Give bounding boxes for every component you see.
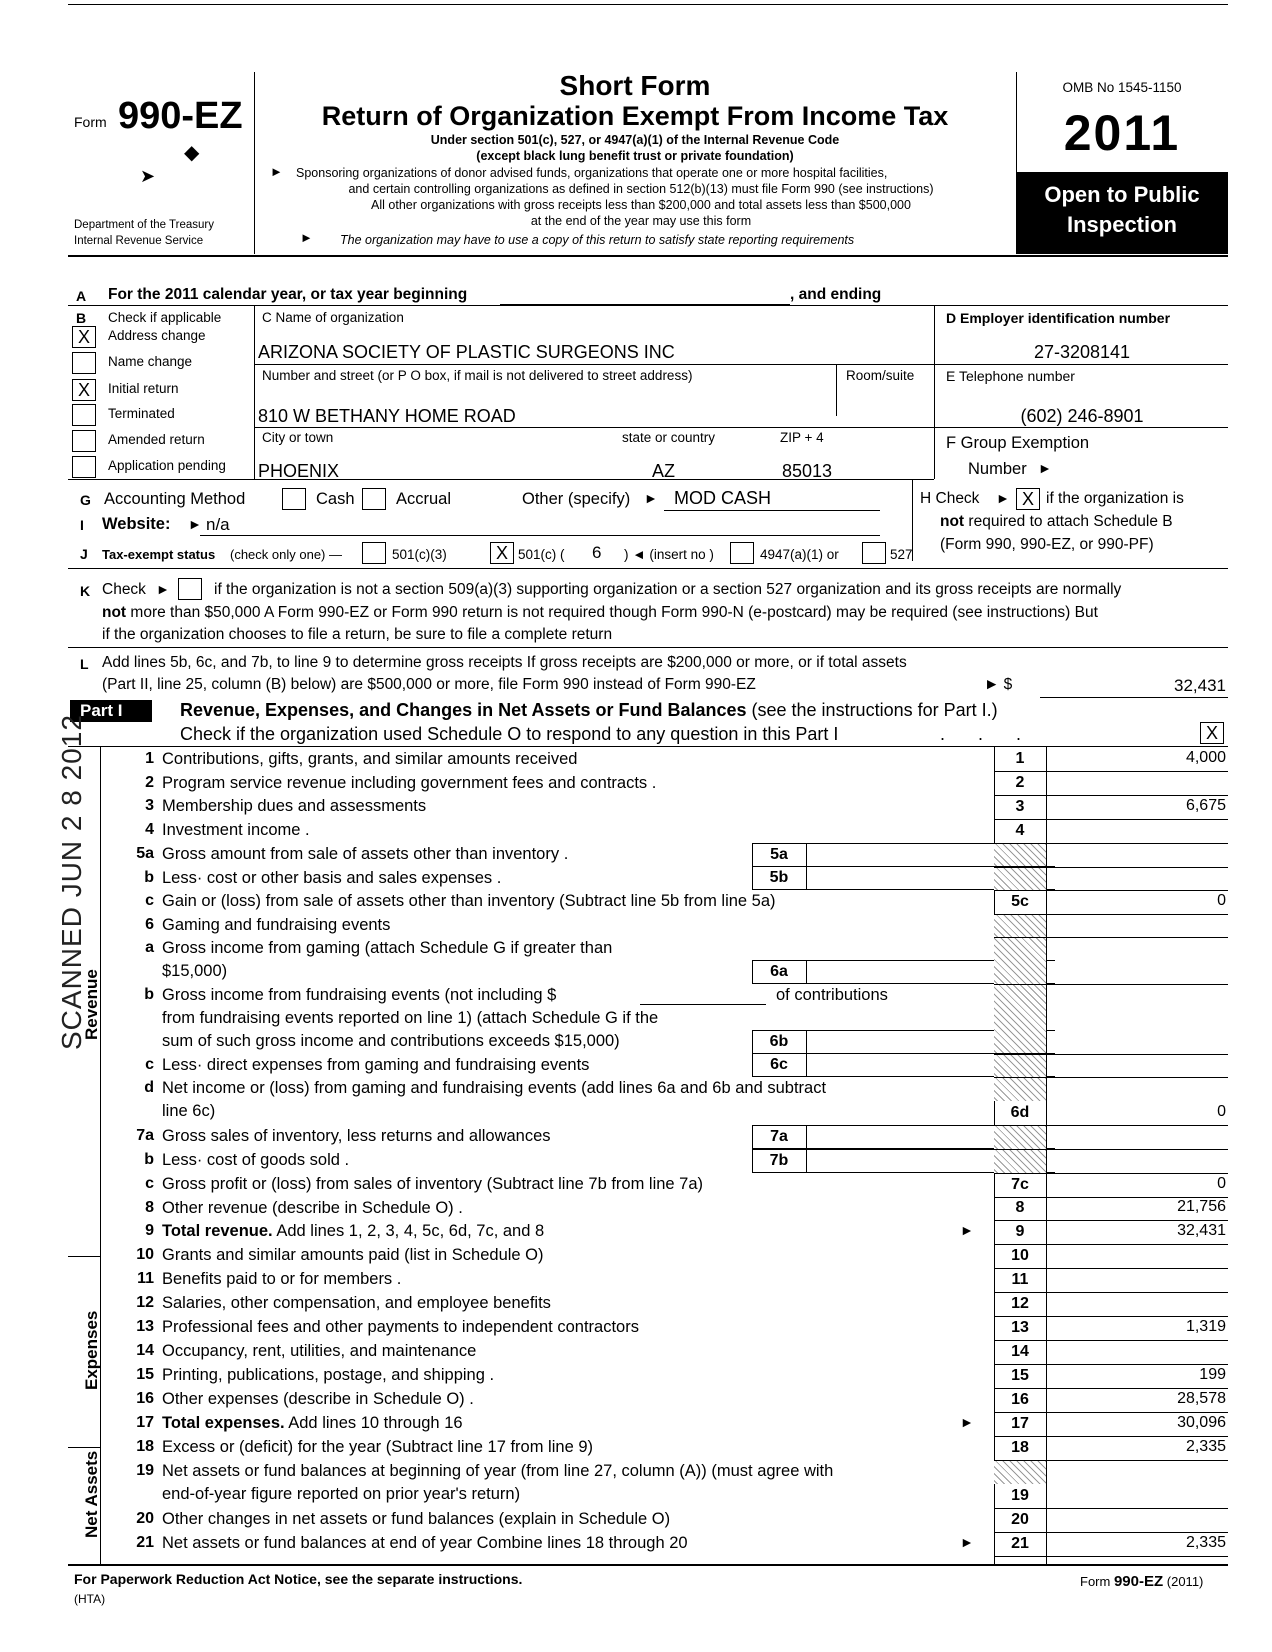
rule <box>994 1220 1228 1221</box>
check-applicable-label: Name change <box>108 354 193 369</box>
org-name-field[interactable]: ARIZONA SOCIETY OF PLASTIC SURGEONS INC <box>258 342 675 362</box>
line-amount-field[interactable]: 2,335 <box>1185 1534 1226 1551</box>
rule <box>68 746 1228 747</box>
line-number: c <box>145 1175 154 1192</box>
line-label-cont: end-of-year figure reported on prior year's return) <box>162 1485 521 1503</box>
footer-year: (2011) <box>1163 1574 1204 1589</box>
accrual-label: Accrual <box>396 490 452 508</box>
shaded-cell <box>994 1055 1046 1077</box>
arrow-icon: ► <box>188 516 202 532</box>
part-i-schedule-o-checkbox[interactable]: X <box>1200 722 1224 744</box>
line-box-number: 2 <box>1015 774 1025 791</box>
schedule-b-checkbox[interactable]: X <box>1016 488 1040 510</box>
zip-label: ZIP + 4 <box>780 430 824 445</box>
line-label: Gross sales of inventory, less returns and allowances <box>162 1127 551 1145</box>
rule <box>934 427 1228 428</box>
line-amount-field[interactable]: 30,096 <box>1177 1414 1226 1431</box>
rule <box>994 1340 1228 1341</box>
line-h-text2: required to attach Schedule B <box>964 513 1173 530</box>
arrow-icon: ► <box>1038 460 1052 476</box>
line-g-letter: G <box>80 492 91 508</box>
check-applicable-label: Application pending <box>108 458 226 473</box>
open-line1: Open to Public <box>1044 182 1200 207</box>
line-label-cont: $15,000) <box>162 962 228 980</box>
divider <box>254 305 255 479</box>
line-number: 4 <box>145 821 154 838</box>
shaded-cell <box>994 938 1046 984</box>
rule <box>68 305 1228 306</box>
rule <box>994 1244 1228 1245</box>
line-box-number: 14 <box>1011 1343 1029 1360</box>
line-k-not: not <box>102 604 127 621</box>
rule <box>994 1412 1228 1413</box>
ein-field[interactable]: 27-3208141 <box>1033 342 1131 362</box>
status-4947-label: 4947(a)(1) or <box>760 547 839 562</box>
rule <box>994 1268 1228 1269</box>
city-field[interactable]: PHOENIX <box>258 461 340 481</box>
line-box-number: 7c <box>1011 1176 1029 1193</box>
line-label: Less· direct expenses from gaming and fundraising events <box>162 1056 590 1074</box>
line-number: 12 <box>136 1294 154 1311</box>
website-label: Website: <box>102 515 171 533</box>
line-number: 9 <box>145 1222 154 1239</box>
line-amount-field[interactable]: 1,319 <box>1185 1318 1226 1335</box>
line-box-number: 21 <box>1011 1535 1029 1552</box>
state-label: state or country <box>622 430 716 445</box>
title-return: Return of Organization Exempt From Income Tax <box>321 101 949 131</box>
line-number: 7a <box>136 1127 154 1144</box>
shaded-cell <box>994 1078 1046 1101</box>
line-label: Net assets or fund balances at beginning of year (from line 27, column (A)) (must agree with <box>162 1462 834 1480</box>
line-label: Excess or (deficit) for the year (Subtract line 17 from line 9) <box>162 1438 593 1456</box>
line-label: Gross amount from sale of assets other than inventory . <box>162 845 569 863</box>
subtitle-1: Under section 501(c), 527, or 4947(a)(1) of the Internal Revenue Code <box>430 133 840 147</box>
line-box-number: 15 <box>1011 1367 1029 1384</box>
status-501c3-label: 501(c)(3) <box>392 547 447 562</box>
status-insert-no: ) ◄ (insert no ) <box>624 547 714 562</box>
open-line2: Inspection <box>1066 212 1177 237</box>
line-amount-field[interactable]: 199 <box>1199 1366 1226 1383</box>
line-box-number: 19 <box>1011 1487 1029 1504</box>
check-applicable-checkbox[interactable]: X <box>72 379 96 401</box>
line-amount-field[interactable]: 2,335 <box>1185 1438 1226 1455</box>
line-number: 10 <box>136 1246 154 1263</box>
status-501c-number-field[interactable]: 6 <box>592 543 602 562</box>
divider <box>836 364 837 416</box>
side-label-net-assets: Net Assets <box>82 1450 101 1538</box>
line-box-number: 8 <box>1015 1199 1025 1216</box>
line-k-text3: if the organization chooses to file a return, be sure to file a complete return <box>102 626 613 643</box>
check-applicable-checkbox[interactable]: X <box>72 326 96 348</box>
line-label: Gain or (loss) from sale of assets other than inventory (Subtract line 5b from line 5a) <box>162 892 776 910</box>
line-label <box>162 1222 544 1241</box>
street-field[interactable]: 810 W BETHANY HOME ROAD <box>258 406 516 426</box>
rule <box>68 479 934 480</box>
line-amount-field[interactable]: 32,431 <box>1177 1222 1226 1239</box>
line-label: Benefits paid to or for members . <box>162 1270 402 1288</box>
line-k-text2: more than $50,000 A Form 990-EZ or Form 990 return is not required though Form 990-N (e-postcard) may be required (see instructions) But <box>126 604 1098 621</box>
subline-number: 7b <box>769 1152 789 1169</box>
divider <box>806 1030 807 1054</box>
part-i-schedule-o-text: Check if the organization used Schedule O to respond to any question in this Part I <box>180 724 839 744</box>
rule <box>994 1292 1228 1293</box>
fundraising-contributions-field[interactable] <box>640 1004 766 1005</box>
rule <box>68 1447 100 1448</box>
line-label-tail: of contributions <box>776 986 888 1004</box>
line-number: b <box>144 869 154 886</box>
side-label-revenue: Revenue <box>82 969 101 1040</box>
line-label: Contributions, gifts, grants, and similar amounts received <box>162 750 578 768</box>
rule <box>994 819 1228 820</box>
line-label-text: Add lines 10 through 16 <box>284 1414 463 1432</box>
line-a-ending: , and ending <box>790 286 882 303</box>
subline-number: 6b <box>769 1033 789 1050</box>
line-box-number: 6d <box>1010 1104 1030 1121</box>
arrow-icon: ► <box>996 490 1010 506</box>
line-k-check: Check <box>102 581 146 598</box>
line-amount-field[interactable]: 21,756 <box>1177 1198 1226 1215</box>
line-amount-field[interactable]: 6,675 <box>1185 797 1226 814</box>
line-l-letter: L <box>80 656 89 672</box>
ein-label: D Employer identification number <box>946 310 1171 326</box>
line-number: b <box>144 986 154 1003</box>
line-label: Gross income from gaming (attach Schedule G if greater than <box>162 939 613 957</box>
accrual-checkbox[interactable] <box>362 488 386 510</box>
line-label: Investment income . <box>162 821 310 839</box>
line-label: Grants and similar amounts paid (list in Schedule O) <box>162 1246 544 1264</box>
line-box-number: 3 <box>1015 798 1025 815</box>
line-number: 14 <box>136 1342 154 1359</box>
line-i-letter: I <box>80 517 84 533</box>
line-label: Professional fees and other payments to independent contractors <box>162 1318 639 1336</box>
line-label-cont: sum of such gross income and contributions exceeds $15,000) <box>162 1032 620 1050</box>
footer-hta: (HTA) <box>74 1592 106 1606</box>
section-b-letter: B <box>76 310 87 326</box>
line-a-text: For the 2011 calendar year, or tax year beginning <box>108 286 468 303</box>
status-527-checkbox[interactable] <box>862 542 886 564</box>
shaded-cell <box>994 868 1046 890</box>
line-number: 2 <box>145 774 154 791</box>
line-label: Other changes in net assets or fund balances (explain in Schedule O) <box>162 1510 671 1528</box>
shaded-cell <box>994 915 1046 937</box>
city-label: City or town <box>262 430 334 445</box>
line-j-letter: J <box>80 546 88 562</box>
line-box-number: 9 <box>1015 1223 1025 1240</box>
line-label: Gaming and fundraising events <box>162 916 391 934</box>
footer-form-number: 990-EZ <box>1113 1573 1164 1590</box>
group-exemption-label: F Group Exemption <box>946 434 1090 452</box>
line-a-letter: A <box>76 288 87 304</box>
dept-line1: Department of the Treasury <box>74 219 214 231</box>
check-applicable-label: Amended return <box>108 432 205 447</box>
omb-number: OMB No 1545-1150 <box>1062 80 1182 95</box>
line-label: Program service revenue including government fees and contracts . <box>162 774 657 792</box>
line-number: 1 <box>145 750 154 767</box>
rule <box>994 795 1228 796</box>
underline <box>200 535 880 536</box>
line-label: Less· cost or other basis and sales expenses . <box>162 869 502 887</box>
rule <box>68 568 1228 569</box>
status-527-label: 527 <box>890 547 913 562</box>
line-label: Occupancy, rent, utilities, and maintenance <box>162 1342 477 1360</box>
title-short-form: Short Form <box>559 70 711 101</box>
shaded-cell <box>994 1461 1046 1484</box>
line-label: Gross income from fundraising events (not including $ <box>162 986 557 1004</box>
line-label: Salaries, other compensation, and employee benefits <box>162 1294 551 1312</box>
line-box-number: 20 <box>1011 1511 1029 1528</box>
line-box-number: 4 <box>1015 822 1025 839</box>
line-amount-field[interactable]: 28,578 <box>1177 1390 1226 1407</box>
arrow-icon: ► <box>156 581 170 597</box>
arrow-mark-icon: ➤ <box>140 166 156 186</box>
group-exemption-label2: Number <box>968 460 1027 478</box>
note-1b: and certain controlling organizations as defined in section 512(b)(13) must file Form 990 (see instructions) <box>348 182 934 196</box>
line-label-text: Add lines 1, 2, 3, 4, 5c, 6d, 7c, and 8 <box>272 1222 545 1240</box>
rule <box>994 1364 1228 1365</box>
check-applicable-checkbox[interactable] <box>72 352 96 374</box>
status-501c-checkbox[interactable]: X <box>490 542 514 564</box>
rule <box>994 771 1228 772</box>
subtitle-2: (except black lung benefit trust or private foundation) <box>476 149 794 163</box>
arrow-icon: ► <box>300 230 313 245</box>
line-number: 11 <box>137 1270 154 1287</box>
line-box-number: 13 <box>1011 1319 1029 1336</box>
part-i-title-tail: (see the instructions for Part I.) <box>746 700 998 720</box>
open-to-public-banner <box>1016 172 1228 254</box>
shaded-cell <box>994 844 1046 867</box>
line-box-number: 5c <box>1011 893 1029 910</box>
rule <box>994 890 1228 891</box>
check-applicable-checkbox[interactable] <box>72 456 96 478</box>
status-501c3-checkbox[interactable] <box>362 542 386 564</box>
check-applicable-label: Address change <box>108 328 206 343</box>
subline-number: 5b <box>769 869 789 886</box>
other-specify-label: Other (specify) <box>522 490 631 508</box>
line-label: Net assets or fund balances at end of year Combine lines 18 through 20 <box>162 1534 688 1552</box>
org-name-label: C Name of organization <box>262 310 404 325</box>
line-label: Other expenses (describe in Schedule O) . <box>162 1390 474 1408</box>
line-l-text1: Add lines 5b, 6c, and 7b, to line 9 to determine gross receipts If gross receipts are $200,000 or more, or if total assets <box>102 654 907 671</box>
line-number: 21 <box>136 1534 154 1551</box>
line-h-text3: (Form 990, 990-EZ, or 990-PF) <box>940 536 1154 553</box>
divider <box>806 866 807 890</box>
divider <box>806 960 807 984</box>
rule <box>994 1532 1228 1533</box>
arrow-icon: ► <box>960 1414 974 1430</box>
line-box-number: 18 <box>1011 1439 1029 1456</box>
top-rule <box>68 4 1228 5</box>
arrow-icon: ► <box>644 490 658 506</box>
line-k-letter: K <box>80 583 91 599</box>
header-bottom-rule <box>68 255 1228 257</box>
line-number: b <box>144 1151 154 1168</box>
line-box-number: 17 <box>1011 1415 1029 1432</box>
line-number: 17 <box>136 1414 154 1431</box>
line-amount-field[interactable]: 0 <box>1217 892 1226 909</box>
line-box-number: 16 <box>1011 1391 1029 1408</box>
line-number: 3 <box>145 797 154 814</box>
phone-field[interactable]: (602) 246-8901 <box>1020 406 1144 426</box>
rule <box>934 364 1228 365</box>
line-number: 8 <box>145 1199 154 1216</box>
note-2: The organization may have to use a copy of this return to satisfy state reporting requirements <box>340 233 855 247</box>
rule <box>994 1173 1228 1174</box>
line-number: a <box>145 939 154 956</box>
line-box-number: 11 <box>1011 1271 1029 1288</box>
rule <box>68 1256 100 1257</box>
subline-number: 7a <box>770 1128 788 1145</box>
line-box-number: 10 <box>1011 1247 1029 1264</box>
form-number: 990-EZ <box>118 95 243 137</box>
line-label-cont: line 6c) <box>162 1102 216 1120</box>
line-label: Membership dues and assessments <box>162 797 427 815</box>
rule <box>994 1316 1228 1317</box>
status-4947-checkbox[interactable] <box>730 542 754 564</box>
line-number: 20 <box>136 1510 154 1527</box>
subline-number: 6c <box>770 1056 788 1073</box>
line-h-text: H Check <box>920 490 980 507</box>
line-label-bold: Total expenses. <box>162 1414 285 1432</box>
line-label-cont: from fundraising events reported on line 1) (attach Schedule G if the <box>162 1009 659 1027</box>
line-h-not: not <box>940 513 965 530</box>
zip-field[interactable]: 85013 <box>782 461 833 481</box>
street-label: Number and street (or P O box, if mail is not delivered to street address) <box>262 368 693 383</box>
arrow-icon: ► <box>960 1222 974 1238</box>
line-label: Printing, publications, postage, and shipping . <box>162 1366 495 1384</box>
other-method-field[interactable]: MOD CASH <box>674 488 772 508</box>
shaded-cell <box>994 1150 1046 1173</box>
check-applicable-label: Terminated <box>108 406 175 421</box>
check-applicable-label: Initial return <box>108 381 179 396</box>
line-amount-field[interactable]: 0 <box>1217 1103 1226 1120</box>
shaded-cell <box>994 1126 1046 1149</box>
line-label: Net income or (loss) from gaming and fundraising events (add lines 6a and 6b and subtract <box>162 1079 827 1097</box>
line-number: 16 <box>136 1390 154 1407</box>
website-field[interactable]: n/a <box>206 515 230 534</box>
leader-dots: . . . <box>940 724 1036 744</box>
underline <box>1040 697 1228 698</box>
line-number: 6 <box>145 916 154 933</box>
line-number: 19 <box>136 1462 154 1479</box>
cash-label: Cash <box>316 490 355 508</box>
line-number: c <box>145 892 154 909</box>
underline <box>664 510 880 511</box>
subline-number: 5a <box>770 846 788 863</box>
rule <box>254 427 934 428</box>
divider <box>806 843 807 867</box>
shaded-cell <box>994 985 1046 1054</box>
rule <box>68 647 1228 648</box>
check-applicable-checkbox[interactable] <box>72 430 96 452</box>
section-b-title: Check if applicable <box>108 310 222 325</box>
arrow-icon: ► <box>960 1534 974 1550</box>
rule <box>254 364 934 365</box>
divider <box>806 1053 807 1077</box>
line-l-text2: (Part II, line 25, column (B) below) are $500,000 or more, file Form 990 instead of Form 990-EZ <box>102 676 756 693</box>
line-box-number: 12 <box>1011 1295 1029 1312</box>
tax-exempt-label2: (check only one) — <box>230 547 342 562</box>
status-501c-label: 501(c) ( <box>518 547 565 562</box>
divider <box>100 746 101 1564</box>
line-label <box>162 1414 463 1433</box>
line-number: 18 <box>136 1438 154 1455</box>
rule <box>994 1508 1228 1509</box>
line-l-dollar: ► $ <box>984 676 1013 693</box>
tax-exempt-label: Tax-exempt status <box>102 547 216 562</box>
note-1a: Sponsoring organizations of donor advised funds, organizations that operate one or more hospital facilities, <box>296 166 888 180</box>
line-number: 13 <box>136 1318 154 1335</box>
line-number: c <box>145 1056 154 1073</box>
line-h-text-b: if the organization is <box>1046 490 1184 507</box>
accounting-method-label: Accounting Method <box>104 490 246 508</box>
rule <box>994 1556 1228 1557</box>
note-1c: All other organizations with gross receipts less than $200,000 and total assets less than $500,000 <box>371 198 911 212</box>
line-label: Other revenue (describe in Schedule O) . <box>162 1199 463 1217</box>
divider <box>934 305 935 479</box>
part-i-tag-text: Part I <box>80 701 123 720</box>
scanned-stamp: SCANNED JUN 2 8 2012 <box>56 714 87 1050</box>
check-applicable-checkbox[interactable] <box>72 404 96 426</box>
line-label-bold: Total revenue. <box>162 1222 273 1240</box>
line-amount-field[interactable]: 4,000 <box>1185 749 1226 766</box>
gross-receipts-field[interactable]: 32,431 <box>1174 676 1226 695</box>
dept-line2: Internal Revenue Service <box>74 235 204 247</box>
diamond-icon: ◆ <box>184 142 200 164</box>
state-field[interactable]: AZ <box>652 461 676 481</box>
rule <box>994 1436 1228 1437</box>
line-box-number: 1 <box>1015 750 1025 767</box>
divider <box>806 1125 807 1149</box>
side-label-expenses: Expenses <box>82 1310 101 1390</box>
form-word: Form <box>74 114 107 130</box>
line-label: Gross profit or (loss) from sales of inventory (Subtract line 7b from line 7a) <box>162 1175 704 1193</box>
line-number: 5a <box>136 845 154 862</box>
line-k-checkbox[interactable] <box>178 578 202 600</box>
note-1d: at the end of the year may use this form <box>530 214 752 228</box>
line-label: Less· cost of goods sold . <box>162 1151 350 1169</box>
phone-label: E Telephone number <box>946 368 1075 384</box>
line-number: d <box>144 1079 154 1096</box>
part-i-title: Revenue, Expenses, and Changes in Net Assets or Fund Balances <box>180 700 747 720</box>
footer-notice: For Paperwork Reduction Act Notice, see the separate instructions. <box>74 1571 523 1587</box>
line-number: 15 <box>136 1366 154 1383</box>
subline-number: 6a <box>770 963 788 980</box>
rule <box>994 1388 1228 1389</box>
arrow-icon: ► <box>270 164 283 179</box>
tax-year: 2011 <box>1063 105 1181 161</box>
room-suite-label: Room/suite <box>846 368 915 383</box>
cash-checkbox[interactable] <box>282 488 306 510</box>
footer-form-word: Form <box>1080 1574 1114 1589</box>
line-k-text1: if the organization is not a section 509(a)(3) supporting organization or a section 527 organization and its gross receipts are normally <box>214 581 1122 598</box>
divider <box>806 1149 807 1173</box>
rule <box>68 1564 1228 1566</box>
line-amount-field[interactable]: 0 <box>1217 1175 1226 1192</box>
